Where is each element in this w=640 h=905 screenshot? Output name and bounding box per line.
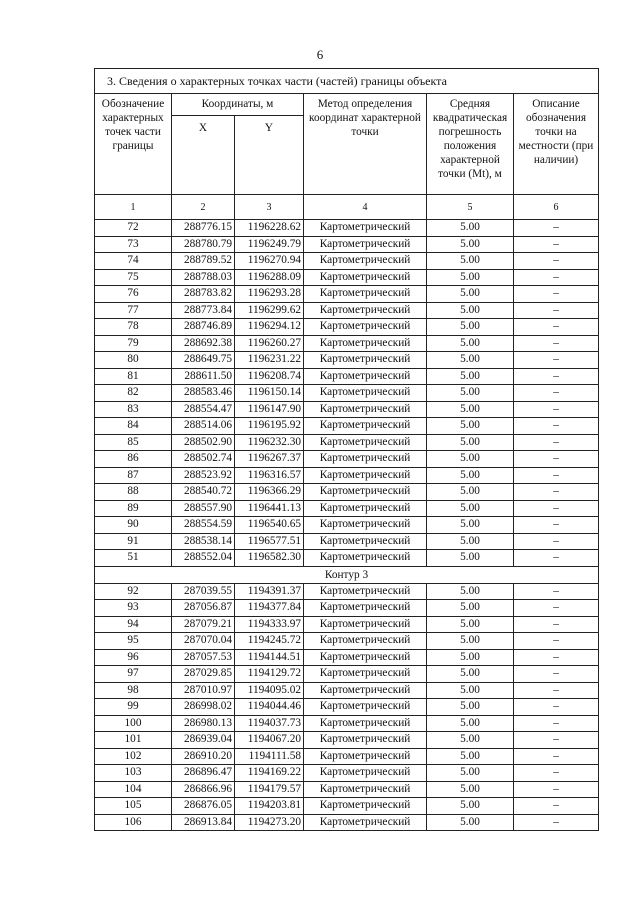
error-cell: 5.00 — [427, 517, 514, 534]
x-coordinate-cell: 287010.97 — [172, 682, 235, 699]
x-coordinate-cell: 288788.03 — [172, 269, 235, 286]
point-id-cell: 104 — [95, 781, 172, 798]
x-coordinate-cell: 288773.84 — [172, 302, 235, 319]
point-id-cell: 87 — [95, 467, 172, 484]
header-x: X — [172, 116, 235, 195]
description-cell: – — [514, 220, 599, 237]
error-cell: 5.00 — [427, 666, 514, 683]
x-coordinate-cell: 288776.15 — [172, 220, 235, 237]
point-id-cell: 72 — [95, 220, 172, 237]
point-id-cell: 86 — [95, 451, 172, 468]
table-row — [95, 666, 599, 683]
error-cell: 5.00 — [427, 583, 514, 600]
x-coordinate-cell: 286998.02 — [172, 699, 235, 716]
point-id-cell: 95 — [95, 633, 172, 650]
error-cell: 5.00 — [427, 352, 514, 369]
point-id-cell: 93 — [95, 600, 172, 617]
y-coordinate-cell: 1196195.92 — [235, 418, 304, 435]
method-cell: Картометрический — [304, 484, 427, 501]
error-cell: 5.00 — [427, 286, 514, 303]
y-coordinate-cell: 1196540.65 — [235, 517, 304, 534]
point-id-cell: 51 — [95, 550, 172, 567]
table-row — [95, 253, 599, 270]
error-cell: 5.00 — [427, 550, 514, 567]
y-coordinate-cell: 1194095.02 — [235, 682, 304, 699]
x-coordinate-cell: 288583.46 — [172, 385, 235, 402]
error-cell: 5.00 — [427, 715, 514, 732]
error-cell: 5.00 — [427, 418, 514, 435]
point-id-cell: 98 — [95, 682, 172, 699]
method-cell: Картометрический — [304, 253, 427, 270]
x-coordinate-cell: 288783.82 — [172, 286, 235, 303]
x-coordinate-cell: 288780.79 — [172, 236, 235, 253]
method-cell: Картометрический — [304, 220, 427, 237]
y-coordinate-cell: 1196267.37 — [235, 451, 304, 468]
y-coordinate-cell: 1194129.72 — [235, 666, 304, 683]
table-row — [95, 467, 599, 484]
y-coordinate-cell: 1194179.57 — [235, 781, 304, 798]
point-id-cell: 99 — [95, 699, 172, 716]
method-cell: Картометрический — [304, 335, 427, 352]
description-cell: – — [514, 600, 599, 617]
method-cell: Картометрический — [304, 649, 427, 666]
error-cell: 5.00 — [427, 451, 514, 468]
point-id-cell: 92 — [95, 583, 172, 600]
x-coordinate-cell: 288746.89 — [172, 319, 235, 336]
x-coordinate-cell: 288523.92 — [172, 467, 235, 484]
description-cell: – — [514, 467, 599, 484]
point-id-cell: 90 — [95, 517, 172, 534]
y-coordinate-cell: 1194377.84 — [235, 600, 304, 617]
point-id-cell: 94 — [95, 616, 172, 633]
method-cell: Картометрический — [304, 236, 427, 253]
y-coordinate-cell: 1194044.46 — [235, 699, 304, 716]
error-cell: 5.00 — [427, 765, 514, 782]
y-coordinate-cell: 1196270.94 — [235, 253, 304, 270]
description-cell: – — [514, 616, 599, 633]
description-cell: – — [514, 583, 599, 600]
point-id-cell: 79 — [95, 335, 172, 352]
y-coordinate-cell: 1194067.20 — [235, 732, 304, 749]
description-cell: – — [514, 352, 599, 369]
y-coordinate-cell: 1194333.97 — [235, 616, 304, 633]
x-coordinate-cell: 288502.74 — [172, 451, 235, 468]
description-cell: – — [514, 550, 599, 567]
table-row — [95, 781, 599, 798]
y-coordinate-cell: 1194037.73 — [235, 715, 304, 732]
method-cell: Картометрический — [304, 748, 427, 765]
y-coordinate-cell: 1196288.09 — [235, 269, 304, 286]
x-coordinate-cell: 287057.53 — [172, 649, 235, 666]
column-number: 1 — [95, 195, 172, 220]
y-coordinate-cell: 1194203.81 — [235, 798, 304, 815]
y-coordinate-cell: 1194144.51 — [235, 649, 304, 666]
error-cell: 5.00 — [427, 798, 514, 815]
table-row — [95, 286, 599, 303]
x-coordinate-cell: 287070.04 — [172, 633, 235, 650]
x-coordinate-cell: 288611.50 — [172, 368, 235, 385]
point-id-cell: 74 — [95, 253, 172, 270]
method-cell: Картометрический — [304, 385, 427, 402]
method-cell: Картометрический — [304, 814, 427, 831]
table-row — [95, 401, 599, 418]
point-id-cell: 91 — [95, 533, 172, 550]
description-cell: – — [514, 748, 599, 765]
description-cell: – — [514, 418, 599, 435]
point-id-cell: 106 — [95, 814, 172, 831]
x-coordinate-cell: 287029.85 — [172, 666, 235, 683]
error-cell: 5.00 — [427, 533, 514, 550]
point-id-cell: 75 — [95, 269, 172, 286]
column-numbers-row — [95, 195, 599, 220]
method-cell: Картометрический — [304, 600, 427, 617]
table-row — [95, 765, 599, 782]
error-cell: 5.00 — [427, 368, 514, 385]
table-row — [95, 302, 599, 319]
error-cell: 5.00 — [427, 335, 514, 352]
method-cell: Картометрический — [304, 732, 427, 749]
table-row — [95, 699, 599, 716]
header-error: Средняя квадратическая погрешность положения характерной точки (Mt), м — [427, 94, 514, 195]
table-row — [95, 732, 599, 749]
y-coordinate-cell: 1196208.74 — [235, 368, 304, 385]
x-coordinate-cell: 286939.04 — [172, 732, 235, 749]
error-cell: 5.00 — [427, 434, 514, 451]
method-cell: Картометрический — [304, 401, 427, 418]
table-row — [95, 600, 599, 617]
column-number: 5 — [427, 195, 514, 220]
method-cell: Картометрический — [304, 583, 427, 600]
x-coordinate-cell: 288502.90 — [172, 434, 235, 451]
x-coordinate-cell: 288554.59 — [172, 517, 235, 534]
point-id-cell: 105 — [95, 798, 172, 815]
description-cell: – — [514, 451, 599, 468]
point-id-cell: 77 — [95, 302, 172, 319]
point-id-cell: 97 — [95, 666, 172, 683]
table-row — [95, 484, 599, 501]
description-cell: – — [514, 253, 599, 270]
y-coordinate-cell: 1196231.22 — [235, 352, 304, 369]
method-cell: Картометрический — [304, 715, 427, 732]
error-cell: 5.00 — [427, 616, 514, 633]
table-row — [95, 269, 599, 286]
method-cell: Картометрический — [304, 269, 427, 286]
method-cell: Картометрический — [304, 451, 427, 468]
table-row — [95, 583, 599, 600]
header-point-designation: Обозначение характерных точек части границы — [95, 94, 172, 195]
y-coordinate-cell: 1196249.79 — [235, 236, 304, 253]
y-coordinate-cell: 1196577.51 — [235, 533, 304, 550]
description-cell: – — [514, 732, 599, 749]
y-coordinate-cell: 1196260.27 — [235, 335, 304, 352]
point-id-cell: 100 — [95, 715, 172, 732]
error-cell: 5.00 — [427, 500, 514, 517]
point-id-cell: 73 — [95, 236, 172, 253]
table-row — [95, 236, 599, 253]
error-cell: 5.00 — [427, 732, 514, 749]
error-cell: 5.00 — [427, 385, 514, 402]
method-cell: Картометрический — [304, 699, 427, 716]
point-id-cell: 85 — [95, 434, 172, 451]
point-id-cell: 89 — [95, 500, 172, 517]
description-cell: – — [514, 814, 599, 831]
x-coordinate-cell: 287039.55 — [172, 583, 235, 600]
table-row — [95, 715, 599, 732]
y-coordinate-cell: 1196299.62 — [235, 302, 304, 319]
description-cell: – — [514, 302, 599, 319]
table-row — [95, 319, 599, 336]
method-cell: Картометрический — [304, 302, 427, 319]
x-coordinate-cell: 288554.47 — [172, 401, 235, 418]
error-cell: 5.00 — [427, 269, 514, 286]
description-cell: – — [514, 682, 599, 699]
point-id-cell: 84 — [95, 418, 172, 435]
rows-contour-2 — [95, 220, 599, 567]
point-id-cell: 103 — [95, 765, 172, 782]
error-cell: 5.00 — [427, 649, 514, 666]
x-coordinate-cell: 286913.84 — [172, 814, 235, 831]
error-cell: 5.00 — [427, 781, 514, 798]
y-coordinate-cell: 1194245.72 — [235, 633, 304, 650]
rows-contour-3 — [95, 583, 599, 831]
y-coordinate-cell: 1196366.29 — [235, 484, 304, 501]
y-coordinate-cell: 1194273.20 — [235, 814, 304, 831]
table-row — [95, 385, 599, 402]
description-cell: – — [514, 533, 599, 550]
y-coordinate-cell: 1196228.62 — [235, 220, 304, 237]
point-id-cell: 102 — [95, 748, 172, 765]
description-cell: – — [514, 633, 599, 650]
point-id-cell: 76 — [95, 286, 172, 303]
method-cell: Картометрический — [304, 319, 427, 336]
error-cell: 5.00 — [427, 633, 514, 650]
y-coordinate-cell: 1194391.37 — [235, 583, 304, 600]
contour-label: Контур 3 — [95, 566, 599, 583]
table-row — [95, 352, 599, 369]
x-coordinate-cell: 288692.38 — [172, 335, 235, 352]
header-coordinates: Координаты, м — [172, 94, 304, 116]
description-cell: – — [514, 434, 599, 451]
x-coordinate-cell: 286866.96 — [172, 781, 235, 798]
description-cell: – — [514, 368, 599, 385]
y-coordinate-cell: 1196150.14 — [235, 385, 304, 402]
point-id-cell: 80 — [95, 352, 172, 369]
y-coordinate-cell: 1196294.12 — [235, 319, 304, 336]
x-coordinate-cell: 288557.90 — [172, 500, 235, 517]
error-cell: 5.00 — [427, 253, 514, 270]
description-cell: – — [514, 500, 599, 517]
error-cell: 5.00 — [427, 682, 514, 699]
method-cell: Картометрический — [304, 352, 427, 369]
method-cell: Картометрический — [304, 533, 427, 550]
table-row — [95, 633, 599, 650]
method-cell: Картометрический — [304, 434, 427, 451]
method-cell: Картометрический — [304, 798, 427, 815]
method-cell: Картометрический — [304, 500, 427, 517]
column-number: 6 — [514, 195, 599, 220]
description-cell: – — [514, 319, 599, 336]
method-cell: Картометрический — [304, 286, 427, 303]
boundary-points-table — [94, 68, 599, 831]
error-cell: 5.00 — [427, 302, 514, 319]
x-coordinate-cell: 288538.14 — [172, 533, 235, 550]
table-row — [95, 418, 599, 435]
page-number: 6 — [316, 47, 324, 62]
table-row — [95, 451, 599, 468]
method-cell: Картометрический — [304, 550, 427, 567]
table-row — [95, 533, 599, 550]
x-coordinate-cell: 286896.47 — [172, 765, 235, 782]
point-id-cell: 101 — [95, 732, 172, 749]
header-description: Описание обозначения точки на местности (при наличии) — [514, 94, 599, 195]
point-id-cell: 83 — [95, 401, 172, 418]
method-cell: Картометрический — [304, 418, 427, 435]
description-cell: – — [514, 715, 599, 732]
description-cell: – — [514, 666, 599, 683]
contour-row — [95, 566, 599, 583]
method-cell: Картометрический — [304, 765, 427, 782]
x-coordinate-cell: 288552.04 — [172, 550, 235, 567]
error-cell: 5.00 — [427, 600, 514, 617]
description-cell: – — [514, 484, 599, 501]
table-row — [95, 682, 599, 699]
section-title: 3. Сведения о характерных точках части (частей) границы объекта — [95, 69, 599, 94]
table-row — [95, 220, 599, 237]
table-row — [95, 616, 599, 633]
point-id-cell: 78 — [95, 319, 172, 336]
y-coordinate-cell: 1196316.57 — [235, 467, 304, 484]
table-row — [95, 517, 599, 534]
x-coordinate-cell: 287056.87 — [172, 600, 235, 617]
table-row — [95, 550, 599, 567]
y-coordinate-cell: 1194111.58 — [235, 748, 304, 765]
y-coordinate-cell: 1196232.30 — [235, 434, 304, 451]
description-cell: – — [514, 335, 599, 352]
description-cell: – — [514, 517, 599, 534]
x-coordinate-cell: 286980.13 — [172, 715, 235, 732]
x-coordinate-cell: 288649.75 — [172, 352, 235, 369]
x-coordinate-cell: 288789.52 — [172, 253, 235, 270]
method-cell: Картометрический — [304, 467, 427, 484]
error-cell: 5.00 — [427, 467, 514, 484]
column-number: 4 — [304, 195, 427, 220]
description-cell: – — [514, 385, 599, 402]
table-row — [95, 434, 599, 451]
y-coordinate-cell: 1196147.90 — [235, 401, 304, 418]
description-cell: – — [514, 286, 599, 303]
error-cell: 5.00 — [427, 484, 514, 501]
y-coordinate-cell: 1196441.13 — [235, 500, 304, 517]
error-cell: 5.00 — [427, 699, 514, 716]
error-cell: 5.00 — [427, 236, 514, 253]
method-cell: Картометрический — [304, 633, 427, 650]
point-id-cell: 96 — [95, 649, 172, 666]
y-coordinate-cell: 1196293.28 — [235, 286, 304, 303]
method-cell: Картометрический — [304, 616, 427, 633]
method-cell: Картометрический — [304, 682, 427, 699]
description-cell: – — [514, 781, 599, 798]
table-row — [95, 748, 599, 765]
header-y: Y — [235, 116, 304, 195]
x-coordinate-cell: 288514.06 — [172, 418, 235, 435]
header-method: Метод определения координат характерной точки — [304, 94, 427, 195]
table-row — [95, 798, 599, 815]
column-number: 3 — [235, 195, 304, 220]
x-coordinate-cell: 286876.05 — [172, 798, 235, 815]
point-id-cell: 81 — [95, 368, 172, 385]
table-row — [95, 649, 599, 666]
description-cell: – — [514, 236, 599, 253]
table-row — [95, 814, 599, 831]
x-coordinate-cell: 287079.21 — [172, 616, 235, 633]
description-cell: – — [514, 269, 599, 286]
table-row — [95, 500, 599, 517]
table-row — [95, 335, 599, 352]
error-cell: 5.00 — [427, 401, 514, 418]
method-cell: Картометрический — [304, 781, 427, 798]
description-cell: – — [514, 699, 599, 716]
description-cell: – — [514, 649, 599, 666]
description-cell: – — [514, 765, 599, 782]
y-coordinate-cell: 1194169.22 — [235, 765, 304, 782]
point-id-cell: 88 — [95, 484, 172, 501]
x-coordinate-cell: 286910.20 — [172, 748, 235, 765]
description-cell: – — [514, 401, 599, 418]
method-cell: Картометрический — [304, 517, 427, 534]
error-cell: 5.00 — [427, 814, 514, 831]
method-cell: Картометрический — [304, 666, 427, 683]
column-number: 2 — [172, 195, 235, 220]
method-cell: Картометрический — [304, 368, 427, 385]
error-cell: 5.00 — [427, 319, 514, 336]
error-cell: 5.00 — [427, 220, 514, 237]
table-row — [95, 368, 599, 385]
x-coordinate-cell: 288540.72 — [172, 484, 235, 501]
error-cell: 5.00 — [427, 748, 514, 765]
y-coordinate-cell: 1196582.30 — [235, 550, 304, 567]
point-id-cell: 82 — [95, 385, 172, 402]
description-cell: – — [514, 798, 599, 815]
